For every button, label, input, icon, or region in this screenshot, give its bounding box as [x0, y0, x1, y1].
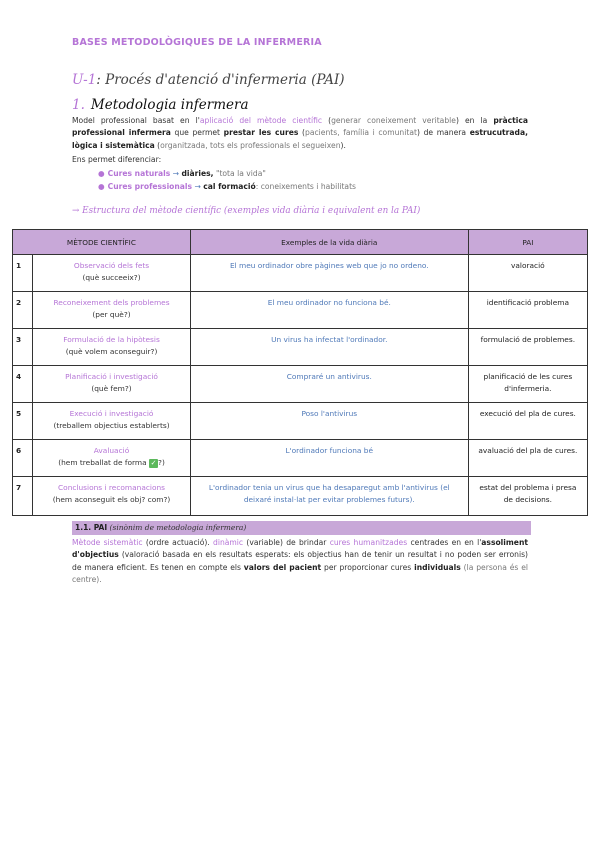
- bullet-item: [98, 180, 356, 193]
- pai-paragraph: [72, 537, 528, 586]
- unit-prefix: U-1: [72, 72, 97, 88]
- intro-text: Model professional basat en l': [72, 116, 200, 125]
- intro-bold: estrucutrada, lògica i sistemàtica: [72, 128, 528, 150]
- pai-cell: execució del pla de cures.: [468, 403, 587, 440]
- method-question: (per què?): [92, 310, 131, 319]
- method-step: Planificació i investigació: [65, 372, 158, 381]
- intro-text: que permet: [170, 128, 224, 138]
- row-number: 7: [13, 477, 33, 516]
- permet-line: Ens permet diferenciar:: [72, 155, 162, 164]
- pai-cell: identificació problema: [468, 292, 587, 329]
- table-row: [13, 440, 588, 477]
- method-cell: [33, 477, 191, 516]
- pai-bold: valors del pacient: [243, 562, 322, 572]
- method-cell: [33, 292, 191, 329]
- table-header-row: [13, 230, 588, 255]
- unit-title-text: : Procés d'atenció d'infermeria (PAI): [96, 72, 345, 88]
- row-number: 4: [13, 366, 33, 403]
- row-number: 5: [13, 403, 33, 440]
- bullet-rest: "tota la vida": [213, 169, 266, 178]
- pai-highlight: dinàmic: [213, 538, 244, 547]
- example-cell: Compraré un antivirus.: [190, 366, 468, 403]
- method-cell: [33, 403, 191, 440]
- method-cell: [33, 329, 191, 366]
- bullet-dot-icon: ●: [98, 182, 105, 191]
- pai-highlight: cures humanitzades: [329, 538, 408, 547]
- method-question: (hem aconseguit els obj? com?): [52, 495, 171, 504]
- arrow-icon: →: [170, 169, 182, 178]
- pai-cell: avaluació del pla de cures.: [468, 440, 587, 477]
- method-table: [12, 229, 588, 516]
- pai-text: (ordre actuació).: [142, 538, 214, 547]
- subsection-note: (sinònim de metodologia infermera): [107, 523, 247, 532]
- example-cell: L'ordinador tenia un virus que ha desaparegut amb l'antivirus (el deixaré instal·lat per evitar problemes futurs).: [190, 477, 468, 516]
- structure-title: → Estructura del mètode científic (exemples vida diària i equivalent en la PAI): [72, 206, 421, 216]
- bullet-label: Cures naturals: [107, 169, 171, 178]
- table-row: [13, 366, 588, 403]
- intro-text: (: [322, 116, 332, 125]
- method-question: (què fem?): [91, 384, 132, 393]
- intro-highlight: aplicació del mètode científic: [199, 116, 323, 125]
- bullet-bold: diàries,: [181, 169, 214, 178]
- example-cell: L'ordinador funciona bé: [190, 440, 468, 477]
- table-row: [13, 292, 588, 329]
- method-step: Execució i investigació: [69, 409, 154, 418]
- bullet-rest: : coneixements i habilitats: [255, 182, 357, 191]
- section-title: [72, 97, 249, 113]
- method-step: Formulació de la hipòtesis: [63, 335, 160, 344]
- subsection-heading: [72, 521, 531, 535]
- intro-bold: prestar les cures: [223, 128, 299, 138]
- pai-text: (valoració basada en els resultats esperats: els objectius han de tenir un resultat i no poden ser erronis) de manera eficient. Es tenen en compte els: [72, 550, 528, 572]
- table-row: [13, 477, 588, 516]
- intro-text: ) de manera: [416, 128, 470, 138]
- bullet-list: [98, 167, 356, 193]
- pai-cell: estat del problema i presa de decisions.: [468, 477, 587, 516]
- method-step: Conclusions i recomanacions: [58, 483, 166, 492]
- header-pai: PAI: [468, 230, 587, 255]
- method-step: Reconeixement dels problemes: [53, 298, 170, 307]
- subsection-title: 1.1. PAI: [75, 523, 108, 532]
- pai-note: (la persona és el centre).: [72, 562, 528, 584]
- pai-cell: planificació de les cures d'infermeria.: [468, 366, 587, 403]
- example-cell: El meu ordinador obre pàgines web que jo no ordeno.: [190, 255, 468, 292]
- method-cell: [33, 440, 191, 477]
- method-question: (què succeeix?): [82, 273, 141, 282]
- document-header: BASES METODOLÒGIQUES DE LA INFERMERIA: [72, 37, 322, 48]
- method-question: (què volem aconseguir?): [65, 347, 158, 356]
- check-icon: ✓: [150, 458, 157, 467]
- pai-text: centrades en en l': [407, 538, 482, 547]
- method-cell: [33, 366, 191, 403]
- method-step: Avaluació: [93, 446, 130, 455]
- row-number: 2: [13, 292, 33, 329]
- intro-bold: pràctica professional infermera: [72, 116, 529, 138]
- intro-note: generar coneixement veritable: [331, 116, 456, 125]
- unit-title: [72, 72, 345, 88]
- example-cell: Poso l'antivirus: [190, 403, 468, 440]
- bullet-dot-icon: ●: [98, 169, 105, 178]
- pai-highlight: Mètode sistemàtic: [72, 538, 143, 547]
- pai-cell: valoració: [468, 255, 587, 292]
- header-examples: Exemples de la vida diària: [190, 230, 468, 255]
- intro-note: pacients, família i comunitat: [305, 128, 417, 138]
- pai-bold: individuals: [414, 562, 461, 572]
- row-number: 6: [13, 440, 33, 477]
- bullet-label: Cures professionals: [107, 182, 193, 191]
- intro-text: ) en la: [455, 116, 494, 125]
- method-question-part: ?): [158, 458, 165, 467]
- method-question-part: (hem treballat de forma: [58, 458, 150, 467]
- arrow-icon: →: [192, 182, 204, 191]
- intro-text: (: [298, 128, 306, 138]
- pai-bold: assoliment d'objectius: [72, 538, 528, 560]
- section-title-text: Metodologia infermera: [90, 97, 249, 113]
- method-question: [39, 457, 184, 469]
- method-step: Observació dels fets: [73, 261, 150, 270]
- intro-text: ).: [340, 140, 346, 150]
- method-cell: [33, 255, 191, 292]
- intro-paragraph: [72, 115, 528, 152]
- table-row: [13, 329, 588, 366]
- pai-text: per proporcionar cures: [321, 562, 415, 572]
- bullet-item: [98, 167, 356, 180]
- table-row: [13, 255, 588, 292]
- bullet-bold: cal formació: [203, 182, 256, 191]
- example-cell: El meu ordinador no funciona bé.: [190, 292, 468, 329]
- intro-text: (: [154, 140, 161, 150]
- section-number: 1.: [72, 97, 85, 113]
- row-number: 1: [13, 255, 33, 292]
- intro-note: organitzada, tots els professionals el segueixen: [160, 140, 341, 150]
- row-number: 3: [13, 329, 33, 366]
- pai-text: (variable) de brindar: [243, 538, 330, 547]
- header-method: MÈTODE CIENTÍFIC: [13, 230, 191, 255]
- table-row: [13, 403, 588, 440]
- pai-cell: formulació de problemes.: [468, 329, 587, 366]
- example-cell: Un virus ha infectat l'ordinador.: [190, 329, 468, 366]
- method-question: (treballem objectius establerts): [53, 421, 170, 430]
